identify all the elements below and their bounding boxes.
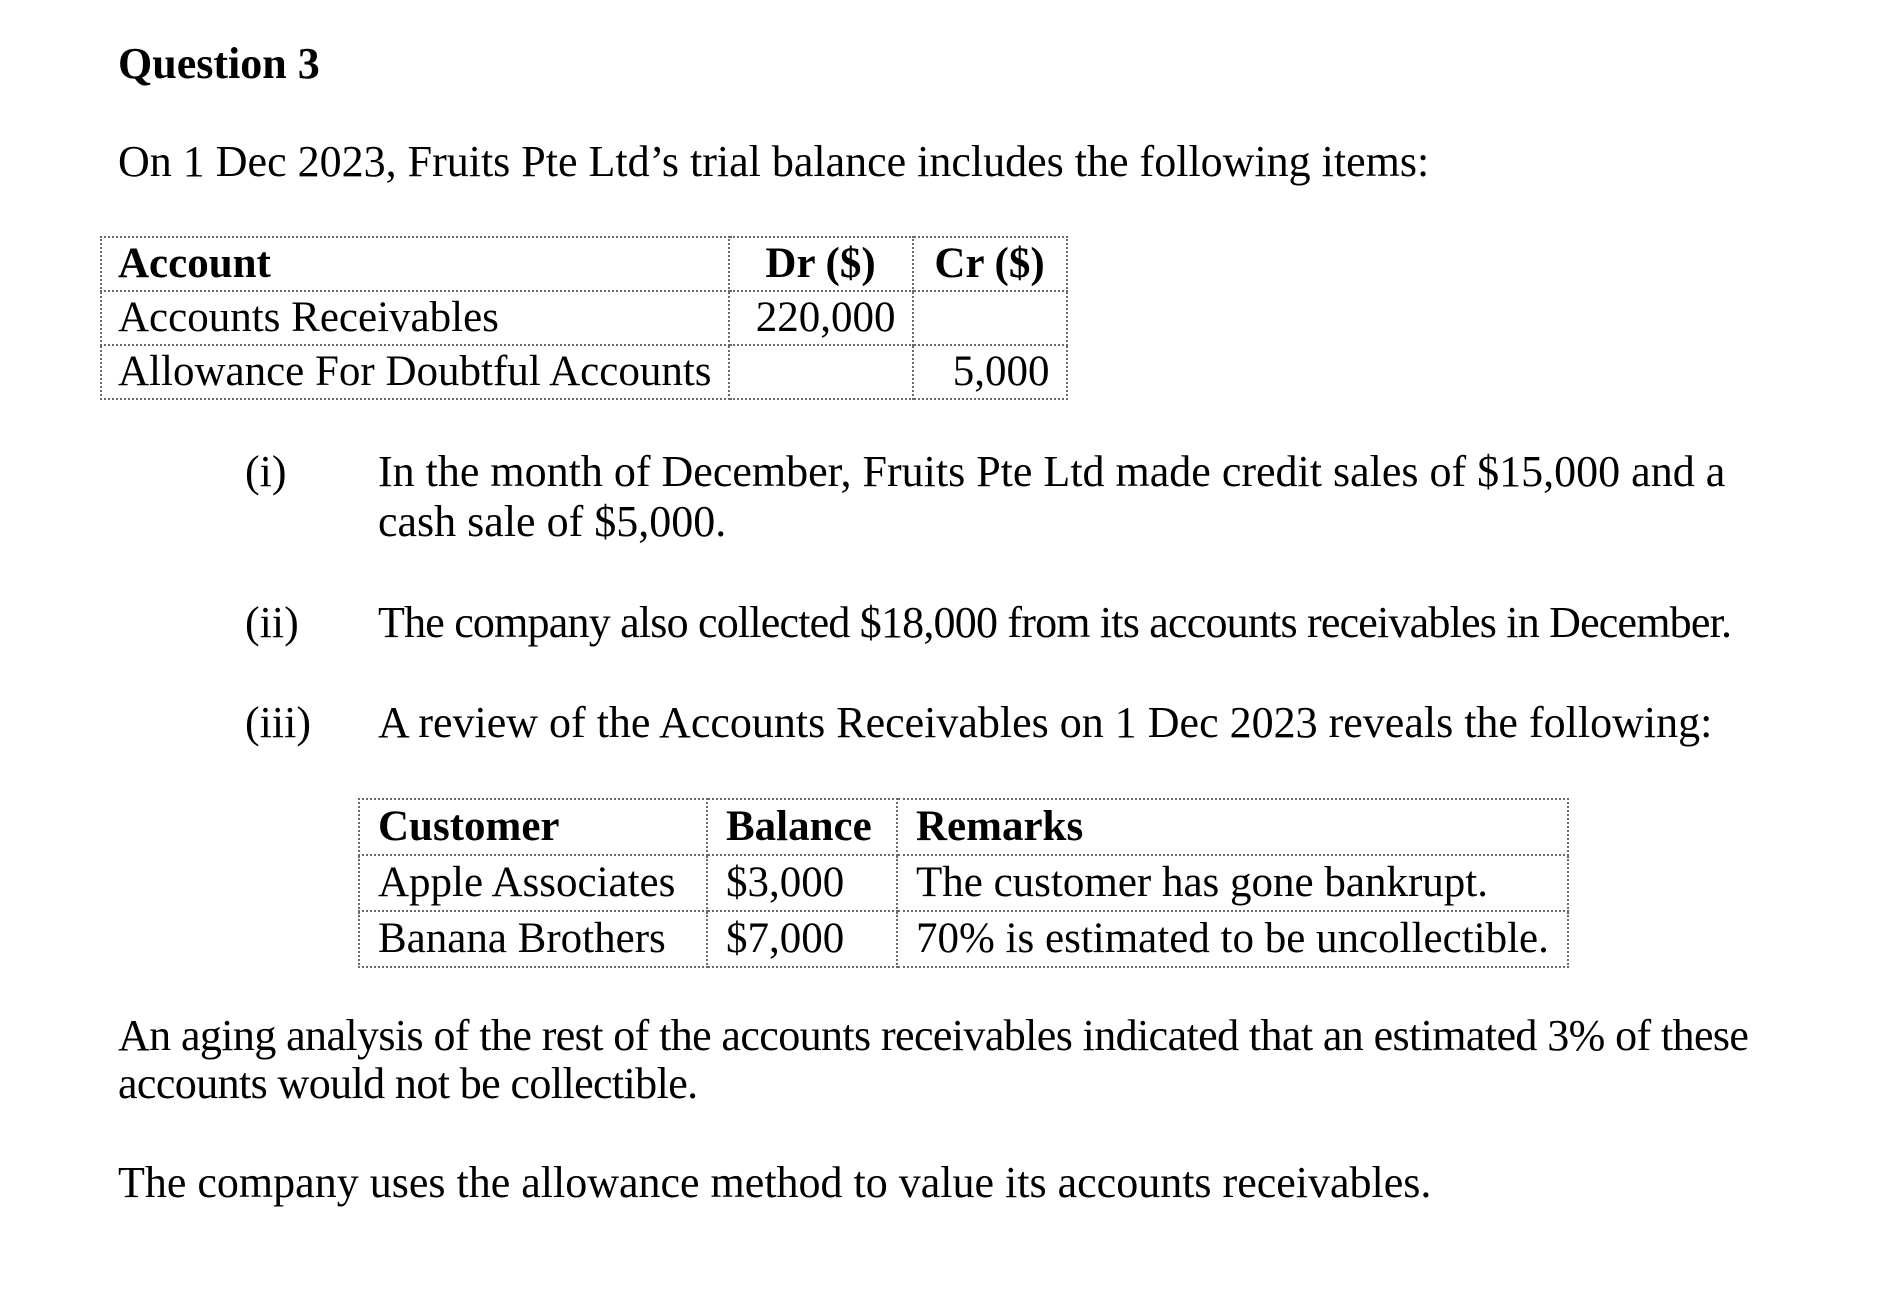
header-customer: Customer	[359, 799, 707, 855]
account-cell: Allowance For Doubtful Accounts	[101, 345, 729, 399]
aging-line: An aging analysis of the rest of the accounts receivables indicated that an estimated 3% of these	[118, 1011, 1749, 1060]
trial-balance-table	[100, 236, 1068, 400]
balance-cell: $7,000	[707, 911, 897, 967]
item-text: A review of the Accounts Receivables on 1 Dec 2023 reveals the following:	[378, 698, 1713, 747]
customer-cell: Banana Brothers	[359, 911, 707, 967]
remarks-cell: 70% is estimated to be uncollectible.	[897, 911, 1568, 967]
aging-analysis-text	[118, 1012, 1758, 1108]
account-cell: Accounts Receivables	[101, 291, 729, 345]
cr-cell: 5,000	[913, 345, 1067, 399]
item-number: (ii)	[245, 598, 299, 647]
table-row	[101, 345, 1067, 399]
intro-text: On 1 Dec 2023, Fruits Pte Ltd’s trial balance includes the following items:	[118, 137, 1430, 186]
remarks-cell: The customer has gone bankrupt.	[897, 855, 1568, 911]
header-dr: Dr ($)	[729, 237, 913, 291]
table-header-row	[101, 237, 1067, 291]
cr-cell	[913, 291, 1067, 345]
item-number: (i)	[245, 447, 287, 496]
header-remarks: Remarks	[897, 799, 1568, 855]
receivables-review-table	[358, 798, 1569, 968]
item-text	[378, 447, 1748, 547]
item-text-line: cash sale of $5,000.	[378, 497, 727, 546]
header-account: Account	[101, 237, 729, 291]
header-balance: Balance	[707, 799, 897, 855]
table-row	[359, 855, 1568, 911]
customer-cell: Apple Associates	[359, 855, 707, 911]
item-line-text: In the month of December, Fruits Pte Ltd made credit sales of $15,000 and a	[378, 447, 1726, 496]
aging-line: accounts would not be collectible.	[118, 1059, 698, 1108]
item-text: The company also collected $18,000 from its accounts receivables in December.	[378, 598, 1732, 647]
item-text-line	[378, 447, 1748, 497]
table-header-row	[359, 799, 1568, 855]
method-text: The company uses the allowance method to value its accounts receivables.	[118, 1158, 1432, 1207]
table-row	[359, 911, 1568, 967]
balance-cell: $3,000	[707, 855, 897, 911]
dr-cell	[729, 345, 913, 399]
table-row	[101, 291, 1067, 345]
header-cr: Cr ($)	[913, 237, 1067, 291]
question-title: Question 3	[118, 39, 320, 88]
item-number: (iii)	[245, 698, 311, 747]
dr-cell: 220,000	[729, 291, 913, 345]
